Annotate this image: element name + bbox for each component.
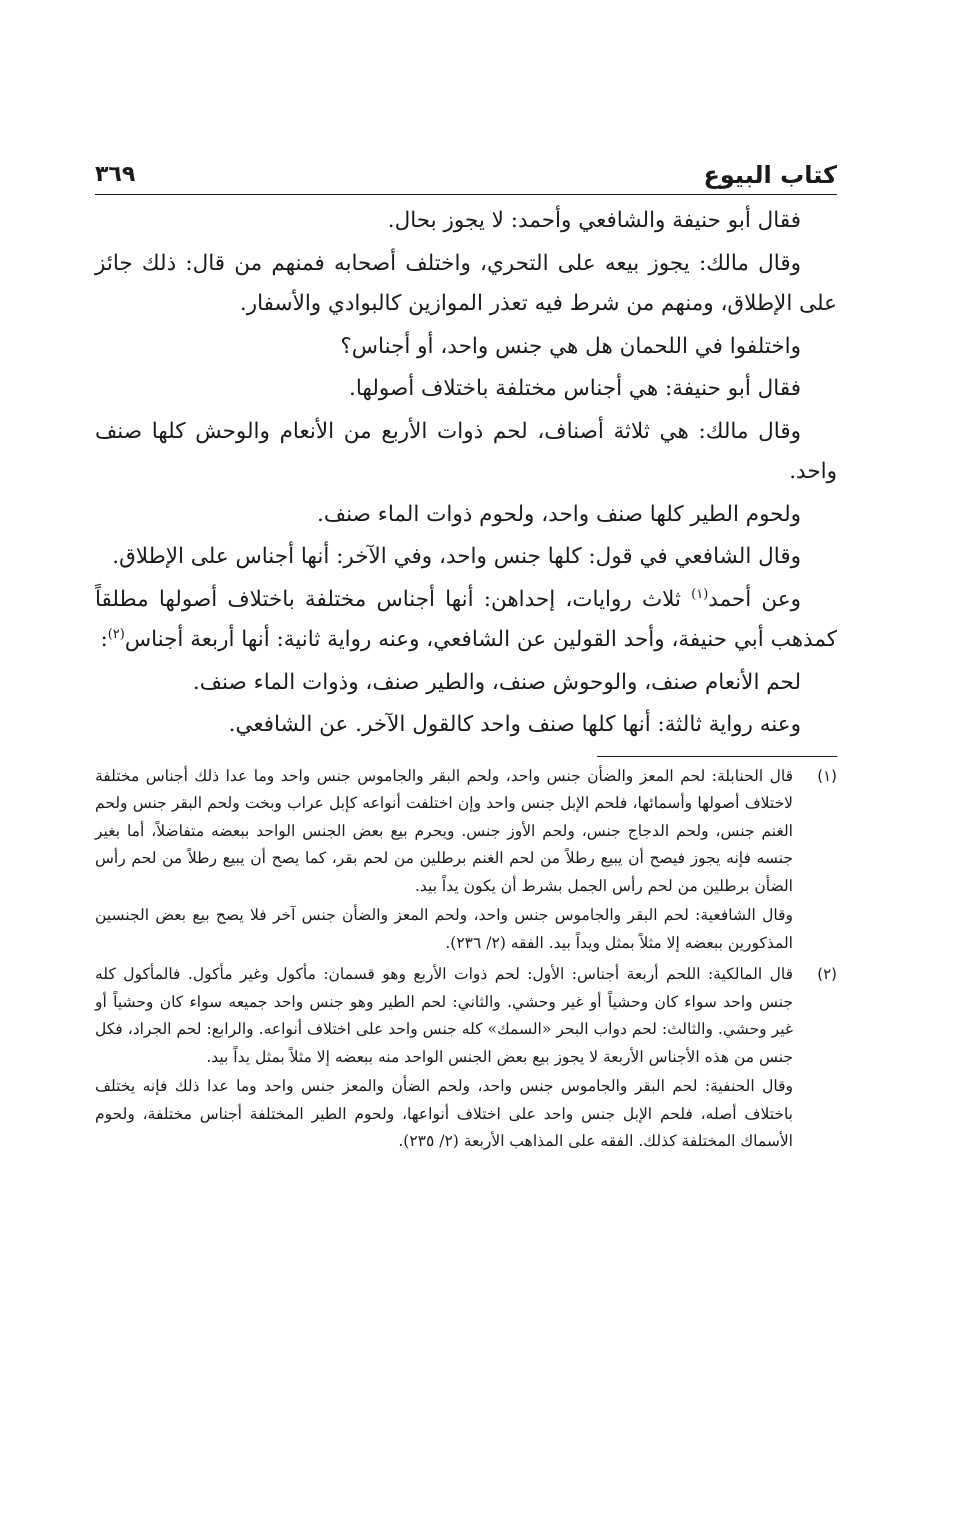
paragraph-1: فقال أبو حنيفة والشافعي وأحمد: لا يجوز بحال. <box>387 208 801 233</box>
footnote-body <box>95 961 793 1158</box>
footnote-separator <box>597 756 837 757</box>
footnote-number: (١) <box>817 766 837 785</box>
paragraph-8-middle: ثلاث روايات، إحداهن: أنها أجناس مختلفة باختلاف أصولها مطلقاً كمذهب أبي حنيفة، وأحد القولين عن الشافعي، وعنه رواية ثانية: أنها أربعة أجناس <box>95 586 837 652</box>
footnotes <box>95 763 837 1158</box>
footnote-paragraph: قال المالكية: اللحم أربعة أجناس: الأول: لحم ذوات الأربع وهو قسمان: مأكول وغير مأكول. فالمأكول كله جنس واحد سواء كان وحشياً أو غير وحشي. والثاني: لحم الطير وهو جنس واحد جميعه سواء كان وحشياً أو غير وحشي. والثالث: لحم دواب البحر «السمك» كله جنس واحد على اختلاف أنواعه. والرابع: لحم الجراد، فكل جنس من هذه الأجناس الأربعة لا يجوز بيع بعض الجنس الواحد منه ببعضه إلا مثلاً بمثل يداً بيد. <box>95 965 793 1066</box>
paragraph-8 <box>95 580 837 661</box>
paragraph-8-start: وعن أحمد <box>708 586 801 612</box>
footnote-ref-2[interactable]: (٢) <box>107 626 125 642</box>
paragraph-3: واختلفوا في اللحمان هل هي جنس واحد، أو أجناس؟ <box>340 333 801 359</box>
paragraph-4: فقال أبو حنيفة: هي أجناس مختلفة باختلاف أصولها. <box>349 376 801 401</box>
main-text <box>95 201 837 746</box>
paragraph-10: وعنه رواية ثالثة: أنها كلها صنف واحد كالقول الآخر. عن الشافعي. <box>228 712 801 737</box>
running-header <box>95 150 837 195</box>
footnote-number: (٢) <box>817 965 837 983</box>
footnote-paragraph: قال الحنابلة: لحم المعز والضأن جنس واحد، ولحم البقر والجاموس جنس واحد وما عدا ذلك أجناس مختلفة لاختلاف أصولها وأسمائها، فلحم الإبل جنس واحد وإن اختلفت أنواعه كإبل عراب وبخت ولحم البقر جنس ولحم الغنم جنس، ولحم الدجاج جنس، ولحم الأوز جنس. ويحرم بيع بعض الجنس الواحد ببعضه متفاضلاً، أما بغير جنسه فإنه يجوز فيصح أن يبيع رطلاً من لحم الغنم برطلين من لحم بقر، كما يصح أن يبيع رطلاً من لحم رأس الضأن برطلين من لحم رأس الجمل بشرط أن يكون يداً بيد. <box>95 766 793 895</box>
paragraph-7: وقال الشافعي في قول: كلها جنس واحد، وفي الآخر: أنها أجناس على الإطلاق. <box>112 544 801 569</box>
paragraph-5: وقال مالك: هي ثلاثة أصناف، لحم ذوات الأربع من الأنعام والوحش كلها صنف واحد. <box>95 418 837 484</box>
page-number: ٣٦٩ <box>95 162 136 187</box>
chapter-title: كتاب البيوع <box>703 161 837 189</box>
footnote-1 <box>95 763 837 960</box>
book-page <box>95 150 837 1160</box>
footnote-2 <box>95 961 837 1158</box>
paragraph-8-end: : <box>100 627 108 652</box>
footnote-body <box>95 763 793 960</box>
paragraph-9: لحم الأنعام صنف، والوحوش صنف، والطير صنف، وذوات الماء صنف. <box>192 669 801 695</box>
footnote-paragraph: وقال الحنفية: لحم البقر والجاموس جنس واحد، ولحم الضأن والمعز جنس واحد وما عدا ذلك فإنه يختلف باختلاف أصله، فلحم الإبل جنس واحد على اختلاف أنواعها، ولحوم الطير المختلفة أجناس مختلفة، ولحوم الأسماك المختلفة كذلك. الفقه على المذاهب الأربعة (٢/ ٢٣٥). <box>95 1077 793 1150</box>
footnote-ref-1[interactable]: (١) <box>691 586 709 602</box>
paragraph-6: ولحوم الطير كلها صنف واحد، ولحوم ذوات الماء صنف. <box>317 501 801 527</box>
footnote-paragraph: وقال الشافعية: لحم البقر والجاموس جنس واحد، ولحم المعز والضأن جنس آخر فلا يصح بيع بعض الجنسين المذكورين ببعضه إلا مثلاً بمثل ويداً بيد. الفقه (٢/ ٢٣٦). <box>95 906 793 952</box>
paragraph-2: وقال مالك: يجوز بيعه على التحري، واختلف أصحابه فمنهم من قال: ذلك جائز على الإطلاق، ومنهم من شرط فيه تعذر الموازين كالبوادي والأسفار. <box>95 250 837 316</box>
